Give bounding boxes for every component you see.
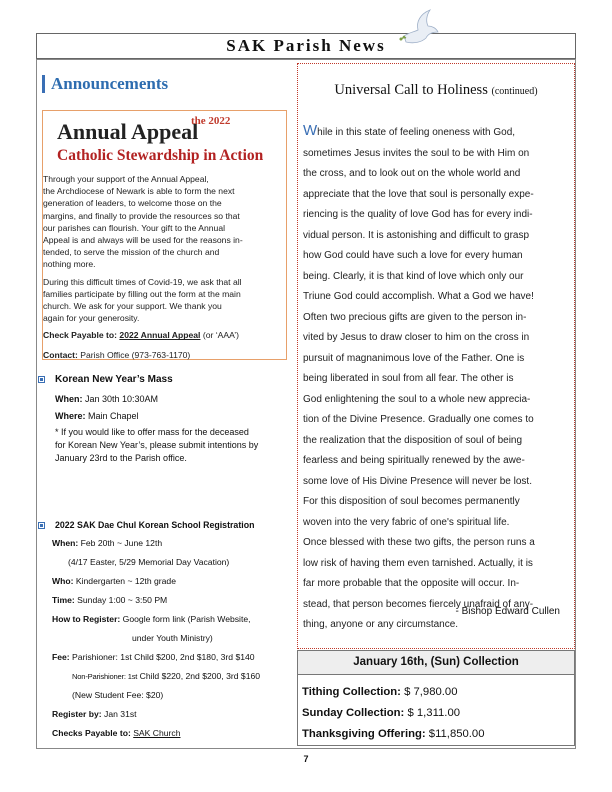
mass-where: Where: Main Chapel bbox=[55, 411, 139, 421]
appeal-year: the 2022 bbox=[191, 115, 231, 127]
appeal-line: our parishes can flourish. Your gift to the Annual bbox=[43, 222, 226, 233]
collection-rows bbox=[298, 675, 574, 745]
newsletter-title: SAK Parish News bbox=[226, 36, 386, 55]
essay-line: how God could have such a love for every human bbox=[303, 250, 523, 261]
appeal-line: margins, and finally to provide the resources so that bbox=[43, 210, 240, 221]
essay-line: God enlightening the soul to a whole new apprecia- bbox=[303, 393, 531, 405]
appeal-line: nothing more. bbox=[43, 259, 96, 270]
essay-line: While in this state of feeling oneness with God, bbox=[303, 122, 516, 139]
school-fee: Fee: Parishioner: 1st Child $200, 2nd $180, 3rd $140 bbox=[52, 652, 255, 662]
collection-heading: January 16th, (Sun) Collection bbox=[298, 651, 574, 675]
essay-title: Universal Call to Holiness (continued) bbox=[334, 82, 538, 98]
appeal-line: generation of leaders, to welcome those on the bbox=[43, 198, 222, 209]
essay-line: For this disposition of soul becomes permanently bbox=[303, 496, 520, 507]
essay-line: Often two precious gifts are given to the person in- bbox=[303, 311, 527, 323]
essay-line: being. Clearly, it is that kind of love which only our bbox=[303, 270, 524, 282]
thanksgiving-offering: Thanksgiving Offering: $11,850.00 bbox=[302, 728, 485, 740]
korean-school-registration bbox=[38, 519, 296, 746]
essay-line: the cross, and to look out on the whole world and bbox=[303, 168, 521, 179]
appeal-line: Through your support of the Annual Appeal, bbox=[43, 174, 209, 184]
essay-body bbox=[303, 121, 571, 636]
essay-line: Triune God could accomplish. What a God we have! bbox=[303, 291, 534, 302]
essay-line: vited by Jesus to draw closer to him on the cross in bbox=[303, 332, 530, 343]
bullet-square-icon bbox=[38, 376, 45, 383]
school-time: Time: Sunday 1:00 ~ 3:50 PM bbox=[52, 595, 168, 605]
essay-signature: - Bishop Edward Cullen bbox=[455, 606, 560, 617]
essay-line: stead, that person becomes fiercely unafraid of any- bbox=[303, 598, 534, 610]
essay-dropcap: W bbox=[303, 122, 318, 139]
sunday-collection: Sunday Collection: $ 1,311.00 bbox=[302, 707, 461, 719]
school-checks-payable: Checks Payable to: SAK Church bbox=[52, 728, 181, 738]
school-how-cont: under Youth Ministry) bbox=[132, 633, 213, 643]
announcements-header bbox=[42, 74, 168, 94]
announcements-title: Announcements bbox=[51, 74, 169, 93]
collection-box bbox=[297, 650, 575, 746]
appeal-line: Appeal is and always will be used for the reasons in- bbox=[43, 235, 243, 246]
appeal-line: again for your generosity. bbox=[43, 313, 140, 324]
annual-appeal-box bbox=[42, 110, 287, 360]
appeal-subtitle: Catholic Stewardship in Action bbox=[57, 147, 264, 164]
essay-line: some love of His Divine Presence will never be lost. bbox=[303, 475, 532, 487]
tithing-collection: Tithing Collection: $ 7,980.00 bbox=[302, 686, 458, 698]
heading-accent-bar bbox=[42, 75, 45, 93]
appeal-line: church. We ask for your support. We thank you bbox=[43, 301, 222, 312]
essay-line: pursuit of magnanimous love of the Father. One is bbox=[303, 352, 525, 364]
essay-line: thing, anyone or any circumstance. bbox=[303, 619, 459, 630]
school-title: 2022 SAK Dae Chul Korean School Registration bbox=[38, 519, 296, 532]
mass-when: When: Jan 30th 10:30AM bbox=[55, 394, 159, 404]
essay-line: low risk of having them even tarnished. Actually, it is bbox=[303, 557, 533, 569]
school-check-value: SAK Church bbox=[133, 728, 181, 738]
appeal-line: tended, to serve the mission of the church and bbox=[43, 247, 220, 258]
school-when-note: (4/17 Easter, 5/29 Memorial Day Vacation) bbox=[68, 557, 230, 567]
essay-line: fearless and being spiritually renewed by the awe- bbox=[303, 455, 525, 466]
school-fee-nonparishioner: Non-Parishioner: 1st Child $220, 2nd $200, 3rd $160 bbox=[72, 671, 261, 681]
appeal-contact: Contact: Parish Office (973-763-1170) bbox=[43, 349, 191, 360]
korean-new-year-mass bbox=[38, 373, 288, 465]
essay-line: riencing is the quality of love God has for every indi- bbox=[303, 209, 533, 220]
appeal-check-payable: Check Payable to: 2022 Annual Appeal (or ‘AAA’) bbox=[43, 330, 239, 341]
essay-line: being liberated in soul from all fear. The other is bbox=[303, 373, 514, 384]
essay-line: woven into the very fabric of one's spiritual life. bbox=[303, 516, 510, 528]
essay-line: the realization that the disposition of soul of being bbox=[303, 434, 523, 446]
essay-line: vidual person. It is astonishing and difficult to grasp bbox=[303, 229, 530, 241]
page-number: 7 bbox=[303, 754, 309, 764]
essay-line: tion of the Divine Presence. Gradually one comes to bbox=[303, 414, 534, 425]
school-when: When: Feb 20th ~ June 12th bbox=[52, 538, 163, 548]
appeal-line: families participate by filling out the form at the main bbox=[43, 288, 241, 299]
bullet-square-icon bbox=[38, 522, 45, 529]
essay-line: Once blessed with these two gifts, the person runs a bbox=[303, 537, 535, 548]
masthead bbox=[36, 33, 576, 59]
essay-line: sometimes Jesus invites the soul to be with Him on bbox=[303, 147, 530, 159]
school-new-student-fee: (New Student Fee: $20) bbox=[72, 690, 164, 700]
essay-line: far more probable that the opposite will occur. In- bbox=[303, 578, 520, 589]
school-how: How to Register: Google form link (Parish Website, bbox=[52, 614, 251, 624]
appeal-paragraph-1 bbox=[43, 173, 286, 271]
dove-icon bbox=[396, 6, 442, 52]
school-register-by: Register by: Jan 31st bbox=[52, 709, 137, 719]
essay-line: appreciate that the love that soul is personally expe- bbox=[303, 188, 534, 200]
appeal-body bbox=[43, 173, 286, 368]
appeal-check-value: 2022 Annual Appeal bbox=[119, 330, 201, 341]
appeal-line: During this difficult times of Covid-19, we ask that all bbox=[43, 276, 242, 287]
appeal-title: Annual Appeal bbox=[57, 119, 199, 144]
school-who: Who: Kindergarten ~ 12th grade bbox=[52, 576, 176, 586]
appeal-paragraph-2 bbox=[43, 276, 286, 325]
mass-note: * If you would like to offer mass for the deceased for Korean New Year’s, please submit intentions by January 23rd to the Parish office. bbox=[55, 427, 259, 463]
appeal-line: the Archdiocese of Newark is able to form the next bbox=[43, 186, 235, 197]
mass-title: Korean New Year’s Mass bbox=[38, 373, 288, 387]
